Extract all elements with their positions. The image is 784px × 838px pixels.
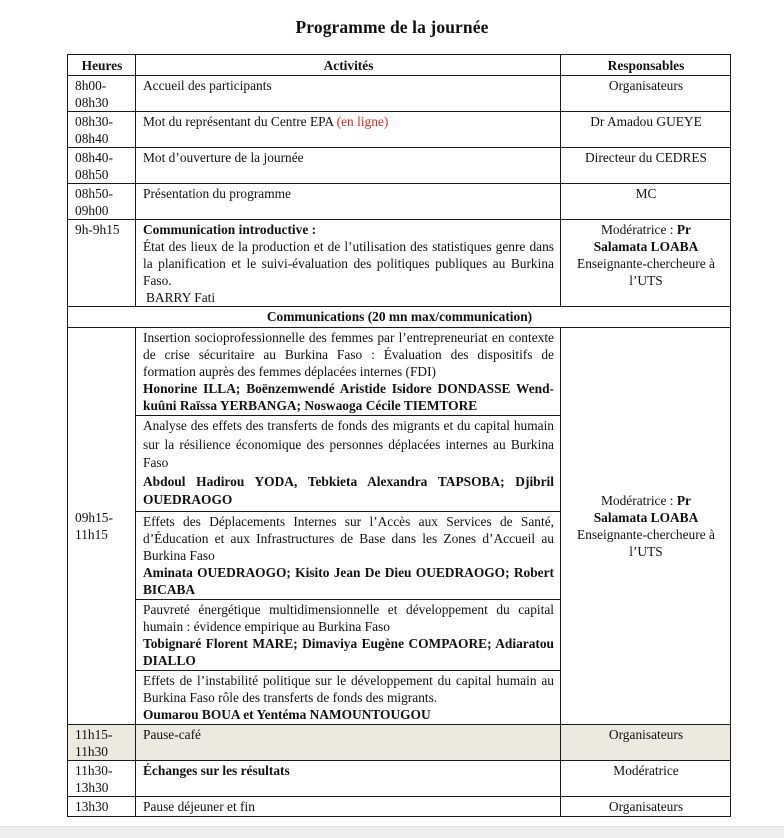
section-heading: Communications (20 mn max/communication) — [68, 307, 731, 328]
responsible-cell — [561, 220, 731, 307]
communications-row — [68, 328, 731, 725]
talk-item — [136, 512, 560, 600]
time-cell — [68, 760, 136, 796]
talk-item — [136, 416, 560, 512]
activity-cell: Mot d’ouverture de la journée — [136, 148, 561, 184]
activity-cell: Échanges sur les résultats — [136, 760, 561, 796]
talk-item — [136, 600, 560, 671]
moderator-label: Modératrice : — [601, 493, 677, 509]
time-end: 08h40 — [75, 131, 109, 146]
time-end: 13h30 — [75, 779, 109, 795]
responsible-cell: Organisateurs — [561, 724, 731, 760]
time-cell: 13h30 — [68, 796, 136, 816]
intro-speaker: BARRY Fati — [146, 290, 216, 305]
activity-cell — [136, 220, 561, 307]
intro-heading: Communication introductive : — [143, 222, 317, 237]
talk-title: Insertion socioprofessionnelle des femmes par l’entrepreneuriat en contexte de crise sécuritaire au Burkina Faso : Évaluation des dispositifs de formation auprès des femmes déplacées internes (FDI) — [143, 330, 554, 379]
time-start: 09h15- — [75, 509, 113, 525]
table-row — [68, 796, 731, 816]
talk-authors: Oumarou BOUA et Yentéma NAMOUNTOUGOU — [143, 706, 431, 722]
talk-title: Effets des Déplacements Internes sur l’Accès aux Services de Santé, d’Éducation et aux Infrastructures de Base dans les Zones d’Accueil au Burkina Faso — [143, 513, 554, 563]
table-row — [68, 760, 731, 796]
responsible-cell: Dr Amadou GUEYE — [561, 112, 731, 148]
activity-cell: Pause déjeuner et fin — [136, 796, 561, 816]
moderator-name: Salamata LOABA — [593, 239, 699, 254]
activity-cell: Présentation du programme — [136, 184, 561, 220]
table-row — [68, 112, 731, 148]
time-start: 11h15- — [75, 726, 113, 742]
responsible-cell — [561, 328, 731, 725]
program-table — [67, 54, 731, 817]
moderator-title: Pr — [676, 493, 691, 509]
time-cell — [68, 148, 136, 184]
talks-list — [136, 328, 561, 725]
responsible-cell: Directeur du CEDRES — [561, 148, 731, 184]
time-start: 08h50- — [75, 186, 113, 201]
activity-cell: Accueil des participants — [136, 76, 561, 112]
talk-item — [136, 671, 560, 724]
time-start: 08h40- — [75, 150, 113, 165]
intro-row — [68, 220, 731, 307]
talk-authors: Aminata OUEDRAOGO; Kisito Jean De Dieu OUEDRAOGO; Robert BICABA — [143, 564, 554, 597]
time-cell: 9h-9h15 — [68, 220, 136, 307]
talk-title: Effets de l’instabilité politique sur le développement du capital humain au Burkina Faso rôle des transferts de fonds des migrants. — [143, 672, 554, 705]
table-row — [68, 76, 731, 112]
table-header-row — [68, 55, 731, 76]
table-row — [68, 148, 731, 184]
talk-authors: Honorine ILLA; Boënzemwendé Aristide Isidore DONDASSE Wend-kuûni Raïssa YERBANGA; Noswaoga Cécile TIEMTORE — [143, 381, 554, 413]
time-start: 08h30- — [75, 114, 113, 129]
online-note: (en ligne) — [336, 114, 389, 129]
moderator-role: Enseignante-chercheure à l’UTS — [577, 256, 715, 288]
time-end: 09h00 — [75, 203, 109, 218]
time-end: 08h30 — [75, 95, 109, 110]
time-end: 11h15 — [75, 526, 108, 542]
table-row — [68, 184, 731, 220]
talk-title: Analyse des effets des transferts de fonds des migrants et du capital humain sur la résilience économique des personnes déplacées internes au Burkina Faso — [143, 418, 554, 470]
talk-authors: Abdoul Hadirou YODA, Tebkieta Alexandra TAPSOBA; Djibril OUEDRAOGO — [143, 473, 554, 507]
activity-text: Mot du représentant du Centre EPA — [143, 114, 337, 129]
page-title: Programme de la journée — [295, 17, 489, 37]
time-end: 08h50 — [75, 167, 109, 182]
table-row — [68, 724, 731, 760]
time-start: 11h30- — [75, 762, 113, 778]
talk-title: Pauvreté énergétique multidimensionnelle et développement du capital humain : évidence empirique au Burkina Faso — [143, 601, 554, 634]
activity-cell: Pause-café — [136, 724, 561, 760]
time-cell — [68, 76, 136, 112]
moderator-role: Enseignante-chercheure à l’UTS — [577, 527, 715, 560]
section-row — [68, 307, 731, 328]
intro-body: État des lieux de la production et de l’utilisation des statistiques genre dans la planification et le suivi-évaluation des politiques publiques au Burkina Faso. — [143, 239, 554, 288]
time-cell — [68, 328, 136, 725]
header-time: Heures — [68, 55, 136, 76]
time-cell — [68, 724, 136, 760]
moderator-title: Pr — [676, 222, 691, 237]
responsible-cell: Organisateurs — [561, 796, 731, 816]
time-start: 8h00- — [75, 78, 107, 93]
activity-cell — [136, 112, 561, 148]
header-activity: Activités — [136, 55, 561, 76]
time-cell — [68, 184, 136, 220]
viewer-bottom-bar — [0, 826, 784, 838]
talk-item — [136, 328, 560, 416]
moderator-label: Modératrice : — [601, 222, 677, 237]
responsible-cell: Modératrice — [561, 760, 731, 796]
time-end: 11h30 — [75, 743, 108, 759]
talk-authors: Tobignaré Florent MARE; Dimaviya Eugène COMPAORE; Adiaratou DIALLO — [143, 635, 554, 668]
responsible-cell: Organisateurs — [561, 76, 731, 112]
header-responsible: Responsables — [561, 55, 731, 76]
responsible-cell: MC — [561, 184, 731, 220]
moderator-name: Salamata LOABA — [593, 510, 699, 526]
time-cell — [68, 112, 136, 148]
